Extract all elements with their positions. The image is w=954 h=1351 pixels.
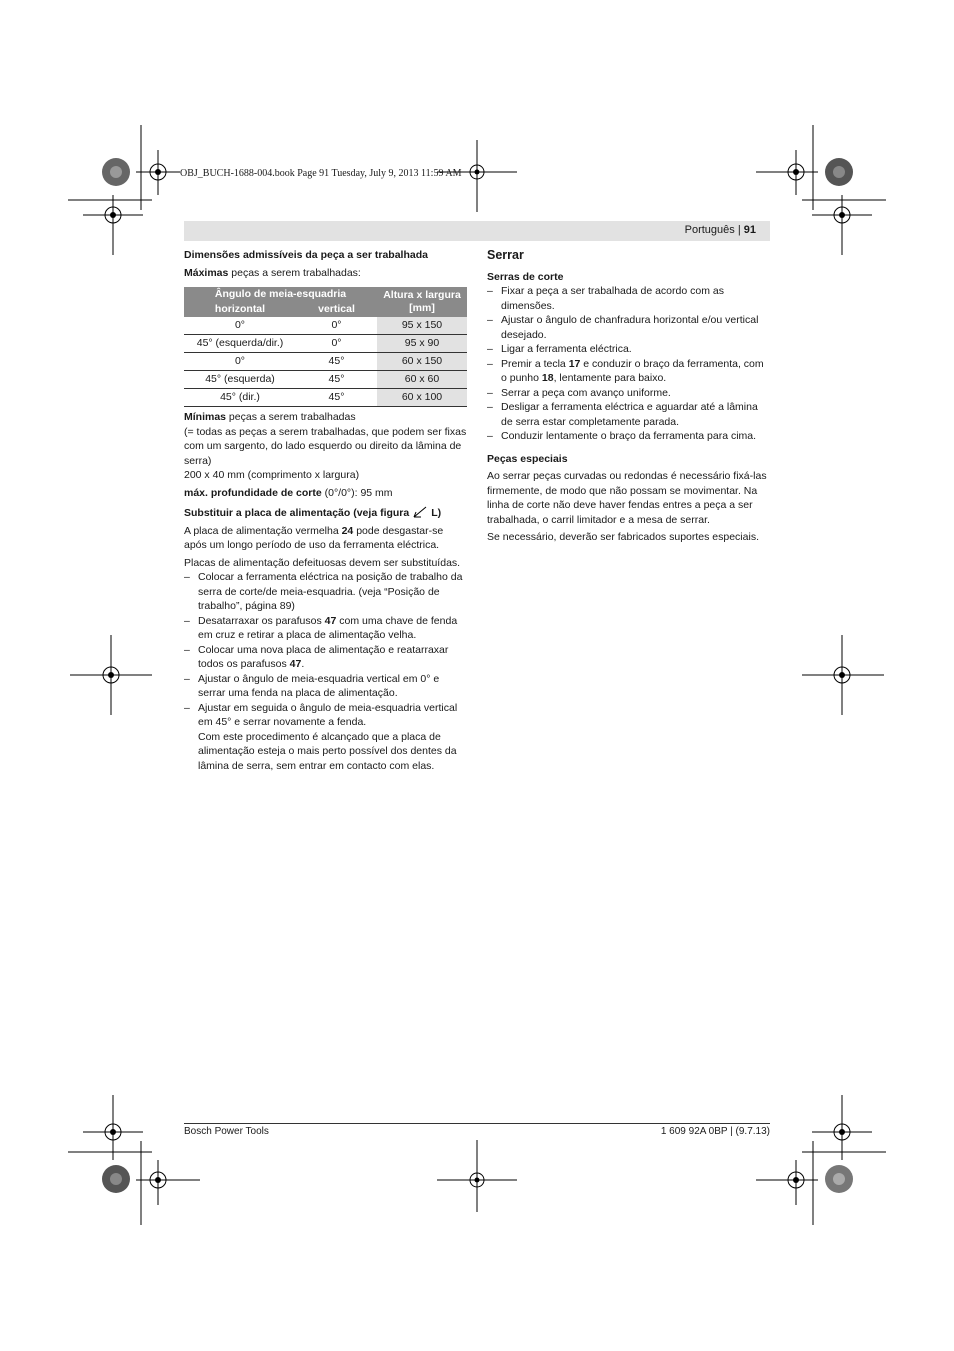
cell-horizontal: 45° (dir.) — [184, 389, 296, 407]
min-size: 200 x 40 mm (comprimento x largura) — [184, 469, 360, 481]
cell-vertical: 45° — [296, 389, 377, 407]
text-span: , lentamente para baixo. — [553, 372, 667, 384]
dimensions-title: Dimensões admissíveis da peça a ser trabalhada — [184, 249, 428, 261]
sawing-steps-list — [487, 284, 770, 444]
part-number: 47 — [324, 614, 337, 627]
footer-doc-number: 1 609 92A 0BP | (9.7.13) — [660, 1126, 770, 1137]
special-paragraph-1: Ao serrar peças curvadas ou redondas é necessário fixá-las firmemente, de modo que não possam se movimentar. Na linha de corte não deve haver fendas entres a peça a ser trabalhada, o carril limitador e a mesa de serrar. — [487, 470, 767, 526]
part-number: 47 — [289, 658, 302, 670]
special-paragraph-2: Se necessário, deverão ser fabricados suportes especiais. — [487, 531, 759, 543]
text-span: Colocar a ferramenta eléctrica na posição de trabalho da serra de corte/de meia-esquadria. (veja “Posição de trabalho”, página 89) — [198, 571, 463, 612]
table-row — [184, 335, 467, 353]
text-span: A placa de alimentação vermelha — [184, 524, 342, 537]
part-number: 17 — [568, 357, 581, 370]
left-column — [184, 248, 467, 773]
cell-size: 60 x 100 — [377, 389, 467, 407]
text-span: Desatarraxar os parafusos — [198, 614, 325, 627]
list-item — [487, 284, 770, 313]
text-span: Serrar a peça com avanço uniforme. — [501, 386, 671, 399]
right-column — [487, 248, 770, 545]
part-number: 18 — [541, 372, 554, 384]
col-size-header: Altura x largura [mm] — [377, 287, 467, 317]
replace-steps-list — [184, 570, 467, 730]
col-horizontal-header: horizontal — [184, 302, 296, 317]
cell-size: 95 x 90 — [377, 335, 467, 353]
text-span: pode desgastar-se após um longo período de uso da ferramenta eléctrica. — [184, 524, 444, 551]
replace-paragraph-1 — [184, 524, 467, 553]
dimensions-table — [184, 287, 467, 407]
section-heading: Serrar — [487, 248, 524, 262]
max-rest: peças a serem trabalhadas: — [228, 266, 361, 279]
subheading-special: Peças especiais — [487, 452, 568, 465]
depth-rest: (0°/0°): 95 mm — [321, 486, 393, 499]
cell-horizontal: 45° (esquerda) — [184, 371, 296, 389]
figure-reference-icon — [412, 506, 428, 518]
list-item — [487, 400, 770, 429]
header-language: Português | — [684, 224, 744, 236]
replace-title-b: L) — [431, 507, 442, 519]
replace-title-a: Substituir a placa de alimentação (veja figura — [184, 507, 410, 519]
list-item — [184, 701, 467, 730]
list-item — [487, 357, 770, 386]
text-span: Ajustar o ângulo de chanfradura horizontal e/ou vertical desejado. — [501, 314, 759, 341]
list-item — [487, 313, 770, 342]
text-span: Desligar a ferramenta eléctrica e aguardar até a lâmina de serra estar completamente parada. — [501, 401, 758, 428]
text-span: e conduzir o braço da ferramenta, com o punho — [501, 357, 764, 384]
col-vertical-header: vertical — [296, 302, 377, 317]
cell-horizontal: 0° — [184, 317, 296, 335]
list-item — [184, 570, 467, 614]
cell-vertical: 0° — [296, 335, 377, 353]
list-item — [487, 386, 770, 401]
footer-divider — [184, 1123, 770, 1124]
cell-horizontal: 45° (esquerda/dir.) — [184, 335, 296, 353]
cell-horizontal: 0° — [184, 353, 296, 371]
list-item — [184, 614, 467, 643]
text-span: Ajustar em seguida o ângulo de meia-esquadria vertical em 45° e serrar novamente a fenda. — [198, 701, 458, 728]
text-span: Colocar uma nova placa de alimentação e reatarraxar todos os parafusos — [198, 643, 449, 670]
text-span: Ligar a ferramenta eléctrica. — [501, 343, 632, 355]
cell-vertical: 0° — [296, 317, 377, 335]
list-item — [184, 672, 467, 701]
cell-size: 60 x 150 — [377, 353, 467, 371]
min-note: (= todas as peças a serem trabalhadas, que podem ser fixas com um sargento, do lado esquerdo ou direito da lâmina de serra) — [184, 425, 467, 467]
list-item — [487, 342, 770, 357]
max-depth — [184, 486, 467, 501]
footer-brand: Bosch Power Tools — [184, 1126, 269, 1137]
replace-title — [184, 506, 467, 521]
min-label — [184, 410, 467, 425]
text-span: Conduzir lentamente o braço da ferramenta para cima. — [501, 430, 757, 442]
cell-vertical: 45° — [296, 353, 377, 371]
cell-size: 95 x 150 — [377, 317, 467, 335]
list-item — [184, 643, 467, 672]
min-bold: Mínimas — [184, 411, 227, 423]
table-row — [184, 317, 467, 335]
cell-vertical: 45° — [296, 371, 377, 389]
max-bold: Máximas — [184, 266, 229, 279]
text-span: Fixar a peça a ser trabalhada de acordo com as dimensões. — [501, 285, 724, 312]
text-span: . — [301, 658, 305, 670]
table-row — [184, 353, 467, 371]
cell-size: 60 x 60 — [377, 371, 467, 389]
print-metadata: OBJ_BUCH-1688-004.book Page 91 Tuesday, July 9, 2013 11:59 AM — [180, 168, 462, 179]
col-angle-header: Ângulo de meia-esquadria — [184, 287, 377, 302]
max-label — [184, 266, 467, 281]
depth-bold: máx. profundidade de corte — [184, 486, 322, 499]
steps-note: Com este procedimento é alcançado que a placa de alimentação esteja o mais perto possível dos dentes da lâmina de serra, sem entrar em contacto com elas. — [198, 730, 457, 772]
page-header — [184, 221, 770, 241]
subheading-serras: Serras de corte — [487, 270, 564, 283]
header-page-label — [685, 224, 756, 236]
replace-paragraph-2: Placas de alimentação defeituosas devem ser substituídas. — [184, 556, 461, 569]
part-number: 24 — [341, 524, 354, 537]
text-span: Premir a tecla — [501, 357, 569, 370]
table-row — [184, 371, 467, 389]
min-rest: peças a serem trabalhadas — [226, 411, 356, 423]
text-span: com uma chave de fenda em cruz e retirar a placa de alimentação velha. — [198, 614, 458, 641]
list-item — [487, 429, 770, 444]
header-page-number: 91 — [743, 224, 756, 236]
table-row — [184, 389, 467, 407]
text-span: Ajustar o ângulo de meia-esquadria vertical em 0° e serrar uma fenda na placa de alimentação. — [198, 672, 440, 699]
